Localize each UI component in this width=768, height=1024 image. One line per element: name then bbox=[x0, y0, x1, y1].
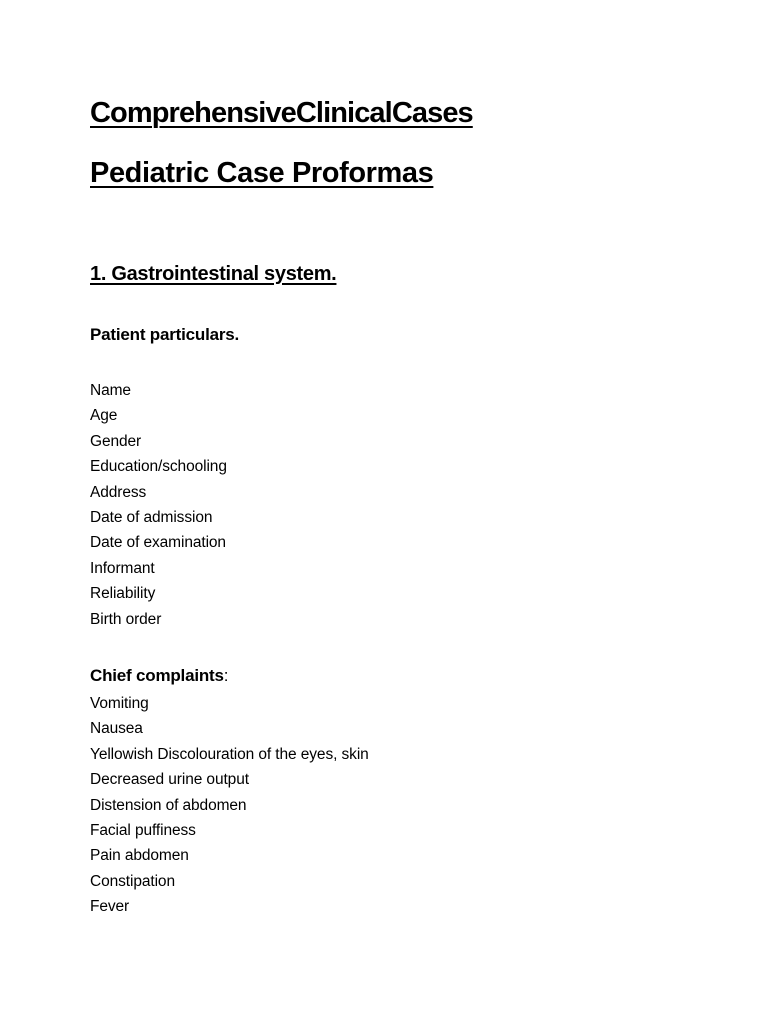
chief-complaints-list bbox=[90, 691, 369, 920]
chief-complaints-heading-text: Chief complaints bbox=[90, 666, 224, 685]
section-heading: 1. Gastrointestinal system. bbox=[90, 263, 337, 285]
list-item: Nausea bbox=[90, 720, 143, 738]
list-item: Fever bbox=[90, 898, 130, 916]
list-item: Yellowish Discolouration of the eyes, skin bbox=[90, 745, 369, 763]
list-item: Address bbox=[90, 483, 147, 501]
list-item: Pain abdomen bbox=[90, 847, 189, 865]
list-item: Facial puffiness bbox=[90, 822, 196, 840]
list-item: Distension of abdomen bbox=[90, 796, 247, 814]
chief-complaints-heading-colon: : bbox=[223, 666, 229, 685]
list-item: Reliability bbox=[90, 585, 156, 603]
list-item: Vomiting bbox=[90, 695, 149, 712]
patient-particulars-heading: Patient particulars. bbox=[90, 325, 240, 344]
document-subtitle: Pediatric Case Proformas bbox=[90, 157, 434, 189]
list-item: Name bbox=[90, 382, 131, 399]
list-item: Decreased urine output bbox=[90, 771, 249, 789]
list-item: Birth order bbox=[90, 610, 162, 628]
list-item: Gender bbox=[90, 432, 142, 450]
document-title: ComprehensiveClinicalCases bbox=[90, 97, 473, 129]
patient-particulars-list bbox=[90, 378, 227, 632]
list-item: Date of examination bbox=[90, 534, 226, 552]
list-item: Education/schooling bbox=[90, 458, 227, 476]
chief-complaints-heading bbox=[90, 665, 228, 687]
list-item: Constipation bbox=[90, 872, 175, 890]
list-item: Age bbox=[90, 407, 118, 425]
list-item: Informant bbox=[90, 559, 155, 577]
list-item: Date of admission bbox=[90, 509, 213, 527]
